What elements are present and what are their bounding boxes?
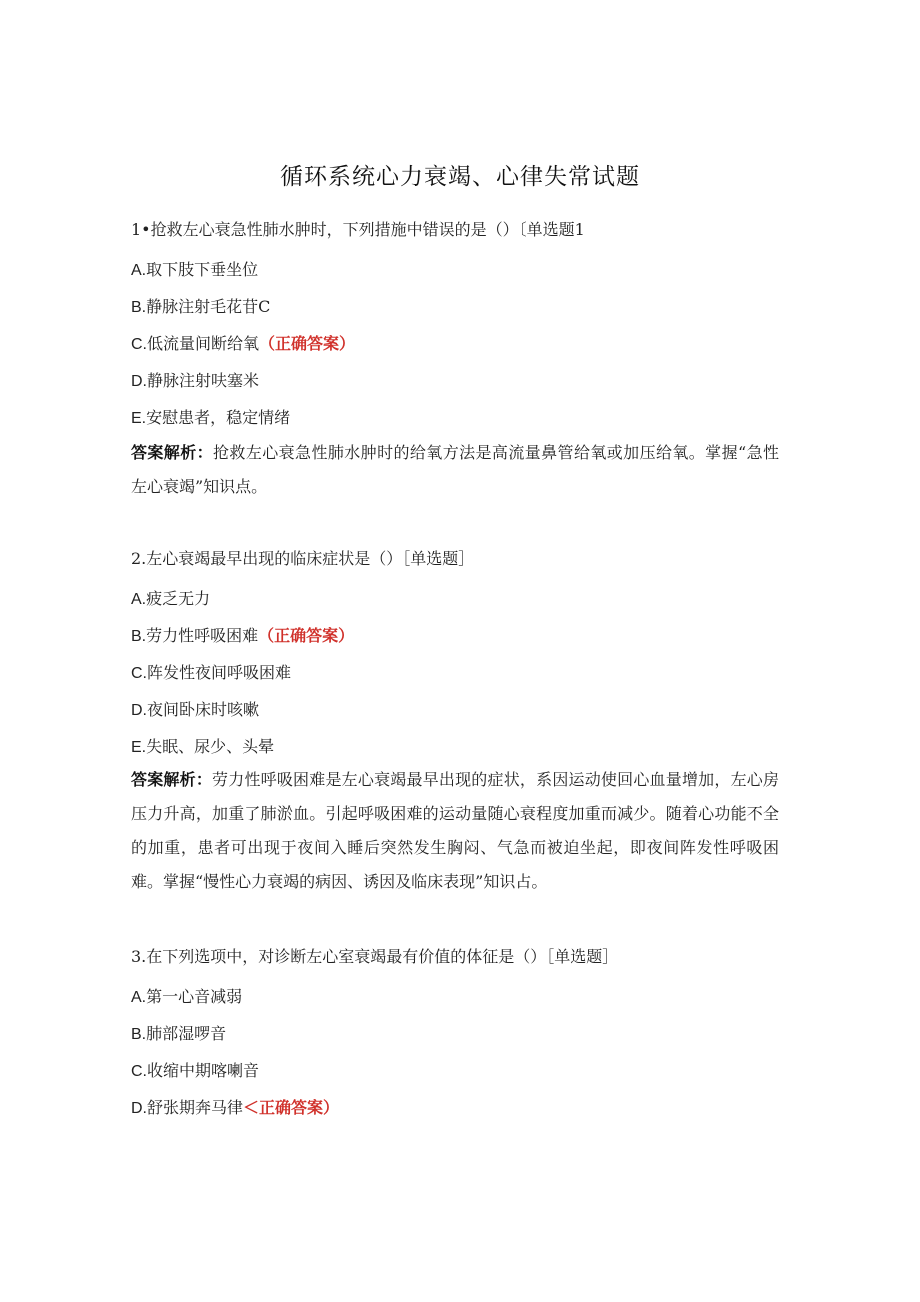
q1-analysis: 答案解析：抢救左心衰急性肺水肿时的给氧方法是高流量鼻管给氧或加压给氧。掌握“急性左心衰竭”知识点。 — [131, 443, 779, 496]
q1-option-c: C.低流量间断给氧（正确答案） — [131, 334, 356, 353]
q3-option-d: D.舒张期奔马律＜正确答案） — [131, 1098, 340, 1117]
q2-option-a: A.疲乏无力 — [131, 589, 211, 608]
analysis-label: 答案解析： — [131, 443, 214, 462]
question-2-stem: 2.左心衰竭最早出现的临床症状是（）［单选题］ — [131, 549, 475, 568]
document-title: 循环系统心力衰竭、心律失常试题 — [280, 164, 640, 190]
question-3-stem: 3.在下列选项中，对诊断左心室衰竭最有价值的体征是（）［单选题］ — [131, 947, 619, 966]
q3-option-b: B.肺部湿啰音 — [131, 1024, 227, 1043]
correct-answer-mark: （正确答案） — [259, 334, 356, 353]
q2-analysis: 答案解析：劳力性呼吸困难是左心衰竭最早出现的症状，系因运动使回心血量增加，左心房压力升高，加重了肺淤血。引起呼吸困难的运动量随心衰程度加重而减少。随着心功能不全的加重，患者可出现于夜间入睡后突然发生胸闷、气急而被迫坐起，即夜间阵发性呼吸困难。掌握“慢性心力衰竭的病因、诱因及临床表现”知识占。 — [131, 770, 779, 891]
q2-option-d: D.夜间卧床时咳嗽 — [131, 700, 260, 719]
correct-answer-mark: ＜正确答案） — [243, 1098, 340, 1117]
q2-option-c: C.阵发性夜间呼吸困难 — [131, 663, 292, 682]
q1-option-a: A.取下肢下垂坐位 — [131, 260, 259, 279]
analysis-label: 答案解析： — [131, 770, 213, 789]
q3-option-c: C.收缩中期喀喇音 — [131, 1061, 260, 1080]
q1-option-e: E.安慰患者，稳定情绪 — [131, 408, 291, 427]
q1-option-d: D.静脉注射呋塞米 — [131, 371, 260, 390]
q3-option-a: A.第一心音减弱 — [131, 987, 243, 1006]
q2-option-e: E.失眠、尿少、头晕 — [131, 737, 275, 756]
q1-option-b: B.静脉注射毛花苷C — [131, 297, 271, 316]
question-1-stem: 1•抢救左心衰急性肺水肿时，下列措施中错误的是（）〔单选题1 — [131, 220, 585, 239]
q2-option-b: B.劳力性呼吸困难（正确答案） — [131, 626, 355, 645]
correct-answer-mark: （正确答案） — [258, 626, 355, 645]
